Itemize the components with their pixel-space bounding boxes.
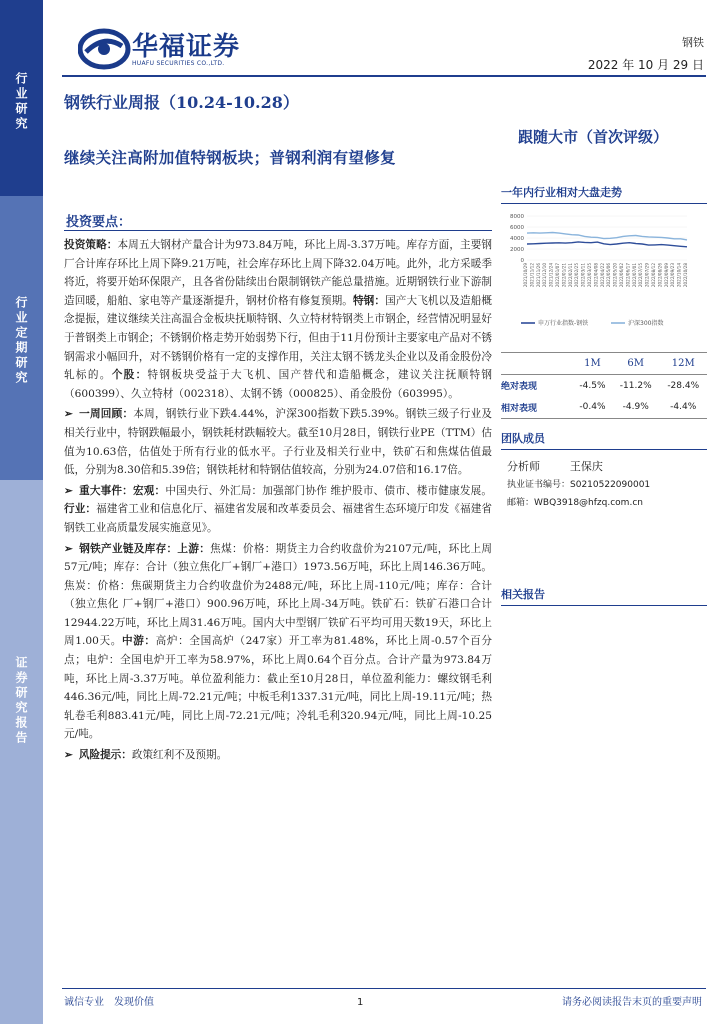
sidebar-block-industry-research [0,0,43,196]
publish-date: 2022 年 10 月 29 日 [587,58,704,72]
sidebar-block-periodic-research [0,196,43,480]
table-row [501,397,707,419]
major-events-label: 重大事件： [78,484,133,497]
brand-english-name: HUAFU SECURITIES CO.,LTD. [132,60,225,67]
left-sidebar [0,0,43,1024]
performance-header-cell [501,353,573,375]
x-tick-label: 2022/02/25 [574,263,580,288]
analyst-name: 王保庆 [569,460,603,473]
y-tick-label: 8000 [510,214,524,220]
x-tick-label: 2022/10/14 [676,263,682,288]
x-tick-label: 2022/05/20 [612,263,618,288]
x-tick-label: 2021/12/10 [542,263,548,288]
report-title: 钢铁行业周报（10.24-10.28） [64,93,299,112]
industry-label: 钢铁 [682,36,704,49]
section-heading: 投资要点： [66,215,132,230]
industry-event-label: 行业： [64,503,97,516]
bullet-arrow-icon: ➢ [64,484,73,497]
x-tick-label: 2022/03/25 [587,263,592,288]
x-tick-label: 2021/12/24 [548,263,554,288]
table-cell: -0.4% [573,397,612,419]
analyst-row [507,458,707,476]
table-row [501,375,707,397]
risk-text: 政策红利不及预期。 [131,749,228,762]
table-cell: -4.4% [659,397,707,419]
upstream-text: 焦煤：价格：期货主力合约收盘价为2107元/吨，环比上周57元/吨；库存：合计（独立焦化厂+钢厂+港口）1973.56万吨，环比上周146.36万吨。焦炭：价格：焦碳期货主力合约收盘价为2488元/吨，环比上周-110元/吨；库存：合计（独立焦化 厂+钢厂+港口）900.96万吨，环比上周-34万吨。铁矿石：铁矿石港口合计12944.22万吨，环比上周31.46万吨。国内大中型钢厂铁矿石平均可用天数19天，环比上周1.00天。 [64,542,493,648]
x-tick-label: 2022/04/22 [599,263,605,288]
legend-label: 申万行业指数-钢铁 [538,320,589,327]
section-divider [64,230,492,231]
rating: 跟随大市（首次评级） [518,128,669,146]
sidebar-label-industry-research: 行业研究 [14,72,28,132]
paragraph-major-events [64,482,492,538]
performance-table [501,352,707,419]
industry-event-text: 福建省工业和信息化厅、福建省发展和改革委员会、福建省生态环境厅印发《福建省钢铁工业高质量发展实施意见》。 [64,503,492,534]
strategy-label: 投资策略： [64,239,118,251]
x-tick-label: 2022/04/08 [593,263,599,288]
special-steel-label: 特钢： [352,294,386,307]
weekly-review-text: 本周，钢铁行业下跌4.44%，沪深300指数下跌5.39%。钢铁三级子行业及相关行业中，特钢跌幅最小，钢铁耗材跌幅较大。截至10月28日，钢铁行业PE（TTM）估值为10.63倍，估值处于所有行业的低水平。子行业及相关行业中，铁矿石和焦煤估值最低，分别为8.30倍和5.39倍；钢铁耗材和特钢估值较高，分别为24.07倍和16.17倍。 [64,408,493,477]
relative-performance-chart [501,210,707,330]
x-tick-label: 2021/11/12 [529,263,535,288]
analyst-label: 分析师 [507,460,540,473]
y-tick-label: 0 [520,258,524,264]
table-cell: -4.9% [612,397,660,419]
page-number: 1 [357,997,364,1008]
team-info [507,458,707,512]
row-label: 相对表现 [501,397,573,419]
x-tick-label: 2022/02/11 [567,263,573,288]
series-line [527,242,687,247]
sidebar-label-securities-report: 证券研究报告 [14,656,28,746]
performance-header-row [501,353,707,375]
midstream-text: 高炉：全国高炉（247家）开工率为81.48%，环比上周-0.57个百分点；电炉：全国电炉开工率为58.97%，环比上周0.64个百分点。合计产量为973.84万吨，环比上周-3.37万吨。单位盈利能力：截止至10月28日，单位盈利能力：螺纹钢毛利446.36元/吨，同比上周-72.21元/吨；中板毛利1337.31元/吨，同比上周-19.11元/吨；热轧卷毛利883.41元/吨，同比上周-72.21元/吨；冷轧毛利320.94元/吨，同比上周-10.25元/吨。 [64,635,492,741]
paragraph-risk [64,746,492,765]
macro-text: 中国央行、外汇局：加强部门协作 维护股市、债市、楼市健康发展。 [165,484,493,497]
table-cell: -28.4% [667,380,700,391]
bullet-arrow-icon: ➢ [64,542,73,555]
row-label: 绝对表现 [501,382,538,393]
email[interactable]: 邮箱：WBQ3918@hfzq.com.cn [507,498,643,508]
sidebar-label-periodic-research: 行业定期研究 [14,296,28,386]
paragraph-supply-chain [64,540,492,745]
x-tick-label: 2022/09/09 [663,263,669,288]
series-line [527,233,687,240]
y-tick-label: 4000 [510,236,524,242]
x-tick-label: 2022/07/01 [631,263,637,288]
y-tick-label: 6000 [510,225,524,231]
x-tick-label: 2022/10/28 [683,263,688,288]
bullet-arrow-icon: ➢ [64,408,73,421]
table-cell: -11.2% [619,380,652,391]
y-tick-label: 2000 [510,247,524,253]
related-reports-heading: 相关报告 [501,586,707,606]
chart-title: 一年内行业相对大盘走势 [501,184,707,204]
paragraph-weekly-review [64,405,492,479]
x-tick-label: 2022/07/29 [644,263,650,288]
bullet-arrow-icon: ➢ [64,749,73,762]
x-tick-label: 2021/11/26 [535,263,541,288]
x-tick-label: 2022/08/12 [651,263,656,288]
performance-header-cell: 1M [573,353,612,375]
weekly-review-label: 一周回顾： [78,408,134,421]
footer-motto: 诚信专业 发现价值 [64,997,154,1008]
header-divider [62,75,706,77]
risk-label: 风险提示： [78,749,132,762]
team-heading: 团队成员 [501,430,707,450]
macro-label: 宏观： [132,484,166,497]
stock-label: 个股： [111,369,148,382]
strategy-text: 本周五大钢材产量合计为973.84万吨，环比上周-3.37万吨。库存方面，主要钢厂合计库存环比上周下降9.21万吨，社会库存环比上周下降32.04万吨。此外，北方采暖季将近，将要开始环保限产，且各省份陆续出台限制钢铁产能总量措施。近期钢铁行业下游制造回暖，船舶、家电等产量逐渐提升，钢材价格有修复预期。 [64,239,493,307]
brand-name: 华福证券 [132,32,241,62]
special-steel-text: 国产大飞机以及造船概念提振，建议继续关注高温合金板块抚顺特钢、久立特材特钢类上市钢企，经营情况明显好于普钢类上市钢企；不锈钢价格走势开始弱势下行，但由于11月份预计主要家电产品对不锈钢需求小幅回升，对不锈钢价格有一定的支撑作用，关注太钢不锈龙头企业以及甬金股份冷轧标的。 [64,294,493,382]
legend-label: 沪深300指数 [628,320,664,327]
footer-disclaimer: 请务必阅读报告末页的重要声明 [562,997,702,1008]
stock-text: 特钢板块受益于大飞机、国产替代和造船概念，建议关注抚顺特钢（600399）、久立特材（002318）、太钢不锈（000825）、甬金股份（603995）。 [64,369,493,400]
upstream-label: 上游： [177,542,211,555]
supply-chain-label: 钢铁产业链及库存： [78,542,178,555]
x-tick-label: 2022/07/15 [638,263,644,288]
x-tick-label: 2022/01/07 [555,263,560,288]
x-tick-label: 2022/09/23 [670,263,676,288]
x-tick-label: 2022/06/17 [625,263,631,288]
sidebar-block-securities-report [0,480,43,1024]
performance-header-cell: 6M [612,353,660,375]
license-number: 执业证书编号：S0210522090001 [507,480,651,490]
headline: 继续关注高附加值特钢板块；普钢利润有望修复 [64,148,396,167]
x-tick-label: 2021/10/29 [523,263,528,288]
x-tick-label: 2022/03/11 [580,263,586,288]
performance-header-cell: 12M [659,353,707,375]
x-tick-label: 2022/08/26 [657,263,663,288]
table-cell: -4.5% [579,380,606,391]
x-tick-label: 2022/01/21 [561,263,567,288]
paragraph-strategy [64,236,492,403]
x-tick-label: 2022/05/06 [606,263,612,288]
main-body [64,236,492,765]
footer-divider [62,988,706,989]
midstream-label: 中游： [121,635,156,648]
x-tick-label: 2022/06/02 [619,263,624,288]
